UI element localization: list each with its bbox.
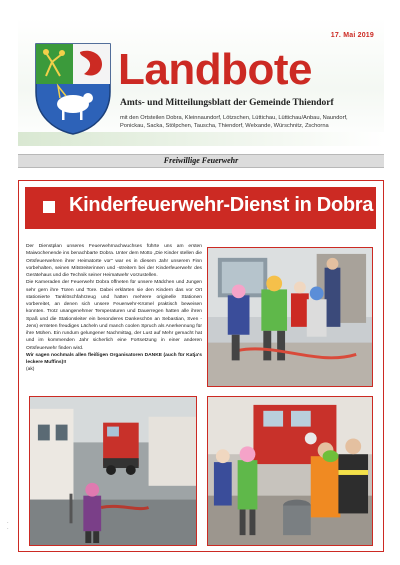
photo-water-barrel-station <box>207 396 373 546</box>
newspaper-title: Landbote <box>118 45 312 94</box>
headline-bar <box>25 187 376 229</box>
section-heading: Freiwillige Feuerwehr <box>18 154 384 168</box>
town-list-line-1: mit den Ortsteilen Dobra, Kleinnaundorf, Lötzschen, Lüttichau, Lüttichau/Anbau, Naundorf, <box>120 115 348 121</box>
margin-marker: · · <box>7 520 9 532</box>
photo-fire-truck-street <box>29 396 197 546</box>
article-body <box>26 243 202 374</box>
town-list-line-2: Ponickau, Sacka, Stölpchen, Tauscha, Thiendorf, Welxande, Würschnitz, Zschorna <box>120 123 329 130</box>
article-headline: Kinderfeuerwehr-Dienst in Dobra <box>69 194 374 216</box>
newspaper-header <box>18 18 384 146</box>
headline-bullet-icon <box>43 201 55 213</box>
newspaper-subtitle: Amts- und Mitteilungsblatt der Gemeinde Thiendorf <box>120 98 334 108</box>
article-paragraph: Die Kameraden der Feuerwehr Dobra öffneten für unsere Mädchen und Jungen sehr gern ihre Türen und Tore. Dabei erklärten sie den Kindern das vor Ort stationierte Tanklöschfahrzeug und hatten mehrere originelle Stationen vorbereitet, an denen sich unsere Feuerwehr-Krümel praktisch beweisen konnten. Trotz unangenehmer Temperaturen und Dauerregen hatten alle ihren Spaß und die Stationsleiter ein besonderes Dankeschön an Sebastian, Sven - Jens) ernteten freudiges Lächeln und manch coolen Spruch als Anerkennung für ihre Mühen. Ein rundum gelungener Nachmittag, der Lust auf Mehr gemacht hat und im kommenden Jahr sicherlich eine Fortsetzung in einer anderen Ortsfeuerwehr finden wird. <box>26 280 202 351</box>
issue-date: 17. Mai 2019 <box>330 32 374 39</box>
article-paragraph: Der Dienstplan unseres Feuerwehrnachwuchses führte uns am ersten Maiwochenende ins benachbarte Dobra. Unter dem Motto „Die Kinder stellen die Ortsfeuerwehren ihrer Heimatorte vor" war es in diesem Jahr unserem Finn vorbehalten, seinen Mitstreiterinnen und -streitern bei der Kinderfeuerwehr des Gerätehaus und die Technik seiner Heimatwehr vorzustellen. <box>26 244 202 278</box>
photo-children-with-hose <box>207 247 373 387</box>
article <box>18 180 384 552</box>
municipal-coat-of-arms-icon <box>32 40 114 136</box>
article-signature: (ak) <box>26 367 35 373</box>
article-closing: Wir sagen nochmals allen fleißigen Organisatoren DANKE (auch für Katja's leckere Muffins)!! <box>26 352 202 365</box>
town-list <box>120 114 382 131</box>
